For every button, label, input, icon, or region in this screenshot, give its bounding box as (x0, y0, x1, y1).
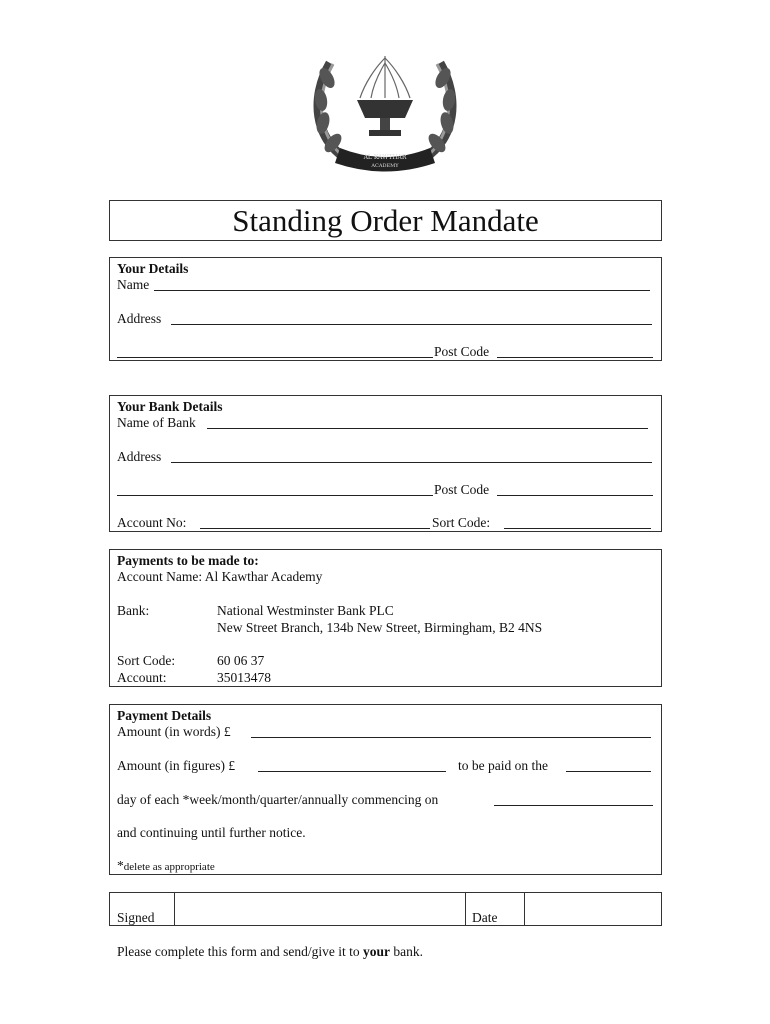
divider (465, 892, 466, 926)
title-box (109, 200, 662, 241)
amount-words-field[interactable] (251, 737, 651, 738)
account-no-field[interactable] (200, 528, 430, 529)
signature-field[interactable] (175, 893, 464, 925)
bank-postcode-label: Post Code (434, 482, 490, 497)
name-field[interactable] (154, 290, 650, 291)
academy-logo (305, 38, 465, 178)
bank-address-label: Address (117, 449, 162, 464)
bank-name-label: Name of Bank (117, 415, 196, 430)
commencing-date-field[interactable] (494, 805, 653, 806)
account-no-label: Account No: (117, 515, 187, 530)
bank-postcode-field[interactable] (497, 495, 653, 496)
signed-label: Signed (117, 910, 155, 925)
address-label: Address (117, 311, 162, 326)
date-label: Date (472, 910, 498, 925)
name-label: Name (117, 277, 150, 292)
amount-figures-label: Amount (in figures) £ (117, 758, 236, 773)
payee-account-name: Account Name: Al Kawthar Academy (117, 569, 323, 584)
bank-address-field-line-2[interactable] (117, 495, 433, 496)
payee-heading: Payments to be made to: (117, 553, 259, 568)
footer-instructions: Please complete this form and send/give it to your bank. (117, 944, 423, 959)
bank-name-field[interactable] (207, 428, 648, 429)
svg-text:ACADEMY: ACADEMY (371, 163, 399, 169)
your-details-section (109, 257, 662, 361)
continuing-text: and continuing until further notice. (117, 825, 306, 840)
svg-text:AL KAWTHAR: AL KAWTHAR (363, 154, 407, 161)
payee-account-label: Account: (117, 670, 167, 685)
amount-words-label: Amount (in words) £ (117, 724, 231, 739)
payee-bank-name: National Westminster Bank PLC (217, 603, 394, 618)
payee-sort-code-label: Sort Code: (117, 653, 176, 668)
page-title: Standing Order Mandate (232, 203, 539, 238)
sort-code-label: Sort Code: (432, 515, 491, 530)
bank-address-field-line-1[interactable] (171, 462, 652, 463)
address-field-line-2[interactable] (117, 357, 433, 358)
paid-on-label: to be paid on the (458, 758, 548, 773)
delete-note: *delete as appropriate (117, 858, 215, 873)
payee-bank-label: Bank: (117, 603, 150, 618)
payee-account-number: 35013478 (217, 670, 271, 685)
postcode-label: Post Code (434, 344, 490, 359)
date-field[interactable] (525, 893, 661, 925)
paid-on-field[interactable] (566, 771, 651, 772)
sort-code-field[interactable] (504, 528, 651, 529)
address-field-line-1[interactable] (171, 324, 652, 325)
amount-figures-field[interactable] (258, 771, 446, 772)
postcode-field[interactable] (497, 357, 653, 358)
your-details-heading: Your Details (117, 261, 189, 276)
payee-bank-address: New Street Branch, 134b New Street, Birmingham, B2 4NS (217, 620, 543, 635)
frequency-label: day of each *week/month/quarter/annually commencing on (117, 792, 439, 807)
bank-details-heading: Your Bank Details (117, 399, 223, 414)
payee-sort-code: 60 06 37 (217, 653, 265, 668)
payment-details-heading: Payment Details (117, 708, 212, 723)
